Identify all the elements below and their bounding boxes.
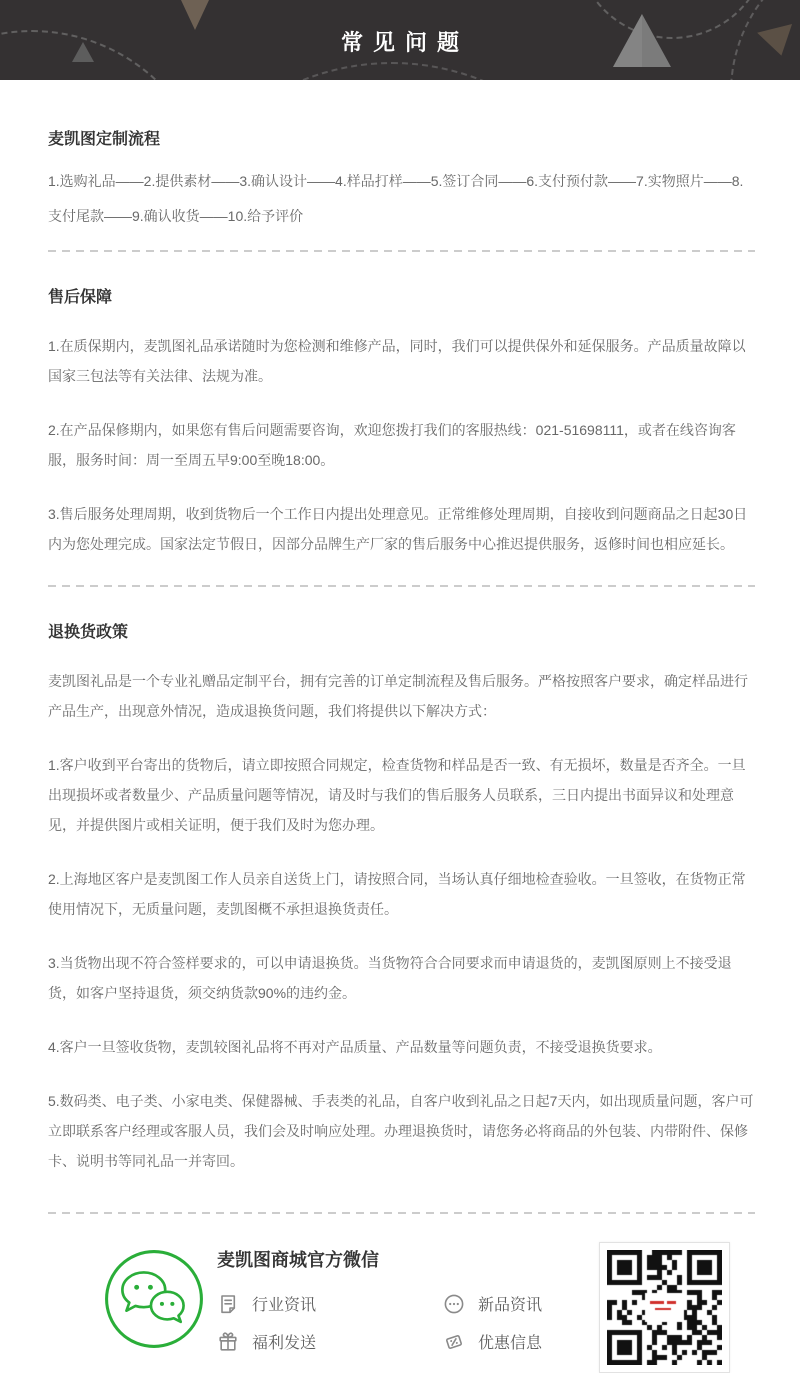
paragraph: 3.售后服务处理周期，收到货物后一个工作日内提出处理意见。正常维修处理周期，自接收到问题商品之日起30日内为您处理完成。国家法定节假日，因部分品牌生产厂家的售后服务中心推迟提供服务，返修时间也相应延长。: [48, 506, 748, 552]
feature-label: 福利发送: [252, 1335, 317, 1352]
feature-label: 行业资讯: [252, 1297, 317, 1314]
faq-content: [0, 80, 800, 1214]
feature-welfare: [217, 1330, 443, 1353]
wechat-account-title: 麦凯图商城官方微信: [217, 1250, 379, 1270]
paragraph: 5.数码类、电子类、小家电类、保健器械、手表类的礼品，自客户收到礼品之日起7天内，如出现质量问题，客户可立即联系客户经理或客服人员，我们会及时响应处理。办理退换货时，请您务必将商品的外包装、内带附件、保修卡、说明书等同礼品一并寄回。: [48, 1093, 754, 1169]
paragraph: 麦凯图礼品是一个专业礼赠品定制平台，拥有完善的订单定制流程及售后服务。严格按照客户要求，确定样品进行产品生产，出现意外情况，造成退换货问题，我们将提供以下解决方式：: [48, 673, 748, 719]
page-banner: [0, 0, 800, 80]
section-title: 退换货政策: [48, 624, 129, 641]
paragraph: 2.在产品保修期内，如果您有售后问题需要咨询，欢迎您拨打我们的客服热线：021-51698111，或者在线咨询客服，服务时间：周一至周五早9:00至晚18:00。: [48, 422, 736, 468]
gift-icon: [217, 1331, 239, 1353]
wechat-feature-list: [217, 1292, 542, 1353]
feature-label: 新品资讯: [478, 1297, 543, 1314]
wechat-icon: [103, 1248, 205, 1350]
feature-industry-news: [217, 1292, 443, 1315]
section-return-policy: [48, 587, 755, 1176]
paragraph: 1.在质保期内，麦凯图礼品承诺随时为您检测和维修产品，同时，我们可以提供保外和延保服务。产品质量故障以国家三包法等有关法律、法规为准。: [48, 338, 746, 384]
section-custom-process: [48, 80, 755, 234]
news-doc-icon: [217, 1293, 239, 1315]
dashed-circle-decoration: [150, 62, 634, 80]
qr-code: [607, 1250, 722, 1365]
wechat-footer: [103, 1242, 730, 1373]
section-title: 麦凯图定制流程: [48, 131, 161, 148]
wechat-info: [217, 1242, 542, 1353]
paragraph: 4.客户一旦签收货物，麦凯较图礼品将不再对产品质量、产品数量等问题负责，不接受退换货要求。: [48, 1039, 662, 1055]
feature-discount-info: [443, 1330, 542, 1353]
feature-new-products: [443, 1292, 542, 1315]
section-title: 售后保障: [48, 289, 113, 306]
coupon-icon: [443, 1331, 465, 1353]
new-message-icon: [443, 1293, 465, 1315]
paragraph: 3.当货物出现不符合签样要求的，可以申请退换货。当货物符合合同要求而申请退货的，麦凯图原则上不接受退货，如客户坚持退货，须交纳货款90%的违约金。: [48, 955, 732, 1001]
paragraph: 1.客户收到平台寄出的货物后，请立即按照合同规定，检查货物和样品是否一致、有无损坏，数量是否齐全。一旦出现损坏或者数量少、产品质量问题等情况，请及时与我们的售后服务人员联系，三日内提出书面异议和处理意见，并提供图片或相关证明，便于我们及时为您办理。: [48, 757, 746, 833]
page-title: 常见问题: [340, 30, 469, 55]
feature-label: 优惠信息: [478, 1335, 543, 1352]
qr-code-box: [599, 1242, 730, 1373]
paragraph: 2.上海地区客户是麦凯图工作人员亲自送货上门，请按照合同，当场认真仔细地检查验收。一旦签收，在货物正常使用情况下，无质量问题，麦凯图概不承担退换货责任。: [48, 871, 746, 917]
dashed-divider: [48, 1212, 755, 1214]
process-steps-text: 1.选购礼品——2.提供素材——3.确认设计——4.样品打样——5.签订合同——6.支付预付款——7.实物照片——8.支付尾款——9.确认收货——10.给予评价: [48, 173, 744, 224]
section-after-sales: [48, 252, 755, 559]
